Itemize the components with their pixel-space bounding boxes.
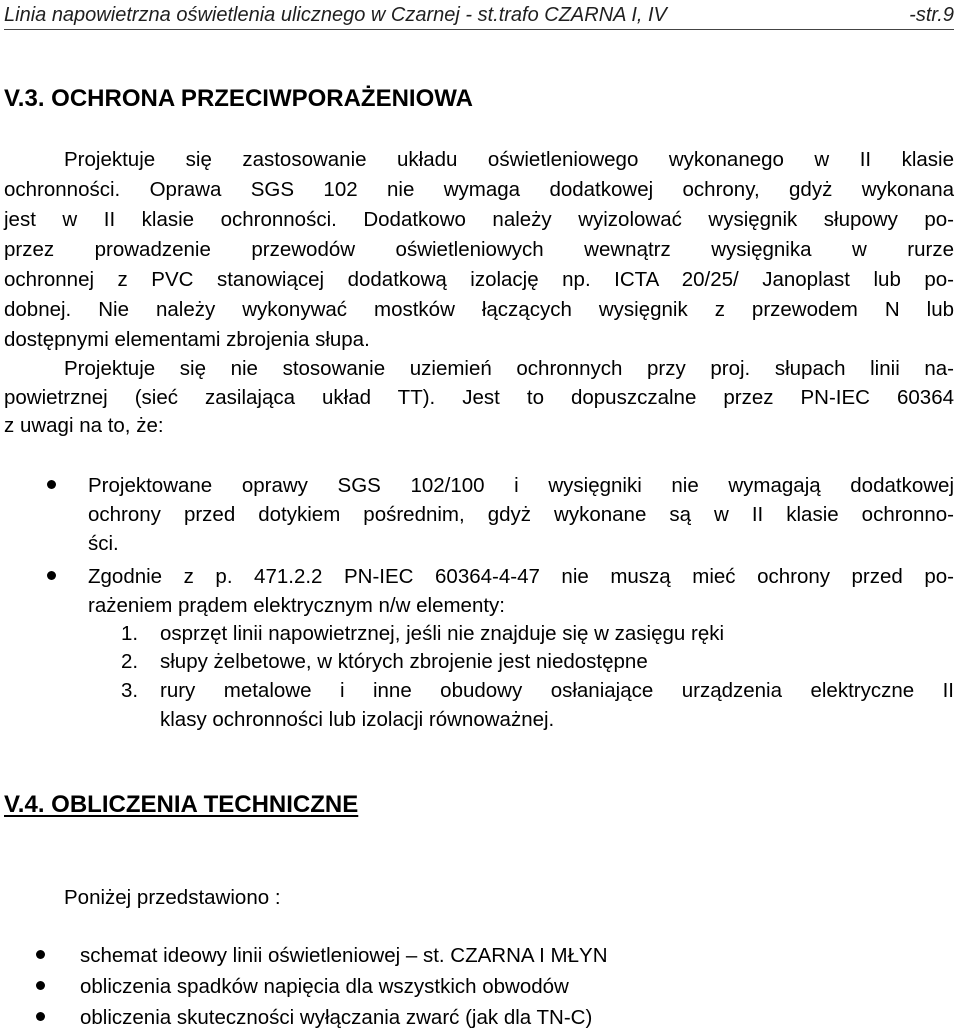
bullet-icon — [47, 480, 56, 489]
text-line: z uwagi na to, że: — [4, 414, 164, 437]
section-heading-calculations: V.4. OBLICZENIA TECHNICZNE — [4, 791, 359, 818]
text-line: Projektuje się nie stosowanie uziemień ochronnych przy proj. słupach linii na- — [64, 357, 954, 380]
list-text: klasy ochronności lub izolacji równoważnej. — [160, 708, 555, 731]
text-line: rażeniem prądem elektrycznym n/w elementy: — [88, 594, 505, 617]
bullet-icon — [36, 1012, 45, 1021]
text-line: ochronności. Oprawa SGS 102 nie wymaga dodatkowej ochrony, gdyż wykonana — [4, 178, 954, 201]
text-line: przez prowadzenie przewodów oświetleniowych wewnątrz wysięgnika w rurze — [4, 238, 954, 261]
page-number: -str.9 — [909, 4, 954, 26]
bullet-icon — [36, 950, 45, 959]
list-text: osprzęt linii napowietrznej, jeśli nie znajduje się w zasięgu ręki — [160, 622, 725, 645]
list-number: 1. — [121, 622, 139, 645]
bullet-icon — [47, 571, 56, 580]
list-number: 2. — [121, 650, 139, 673]
list-text: obliczenia spadków napięcia dla wszystkich obwodów — [80, 975, 569, 998]
list-text: słupy żelbetowe, w których zbrojenie jest niedostępne — [160, 650, 648, 673]
section-heading-protection: V.3. OCHRONA PRZECIWPORAŻENIOWA — [4, 85, 473, 112]
text-line: ochronnej z PVC stanowiącej dodatkową izolację np. ICTA 20/25/ Janoplast lub po- — [4, 268, 954, 291]
text-line: jest w II klasie ochronności. Dodatkowo należy wyizolować wysięgnik słupowy po- — [4, 208, 954, 231]
text-line: Zgodnie z p. 471.2.2 PN-IEC 60364-4-47 nie muszą mieć ochrony przed po- — [88, 565, 954, 588]
intro-text: Poniżej przedstawiono : — [64, 886, 281, 909]
list-text: schemat ideowy linii oświetleniowej – st. CZARNA I MŁYN — [80, 944, 608, 967]
text-line: Projektuje się zastosowanie układu oświetleniowego wykonanego w II klasie — [64, 148, 954, 171]
list-text: rury metalowe i inne obudowy osłaniające urządzenia elektryczne II — [160, 679, 954, 702]
text-line: Projektowane oprawy SGS 102/100 i wysięgniki nie wymagają dodatkowej — [88, 474, 954, 497]
text-line: ści. — [88, 532, 119, 555]
text-line: dobnej. Nie należy wykonywać mostków łączących wysięgnik z przewodem N lub — [4, 298, 954, 321]
page-header — [4, 2, 954, 28]
header-title: Linia napowietrzna oświetlenia ulicznego w Czarnej - st.trafo CZARNA I, IV — [4, 4, 667, 26]
bullet-icon — [36, 981, 45, 990]
text-line: ochrony przed dotykiem pośrednim, gdyż wykonane są w II klasie ochronno- — [88, 503, 954, 526]
text-line: dostępnymi elementami zbrojenia słupa. — [4, 328, 370, 351]
list-number: 3. — [121, 679, 139, 702]
header-rule — [4, 29, 954, 30]
text-line: powietrznej (sieć zasilająca układ TT). Jest to dopuszczalne przez PN-IEC 60364 — [4, 386, 954, 409]
list-text: obliczenia skuteczności wyłączania zwarć (jak dla TN-C) — [80, 1006, 593, 1029]
